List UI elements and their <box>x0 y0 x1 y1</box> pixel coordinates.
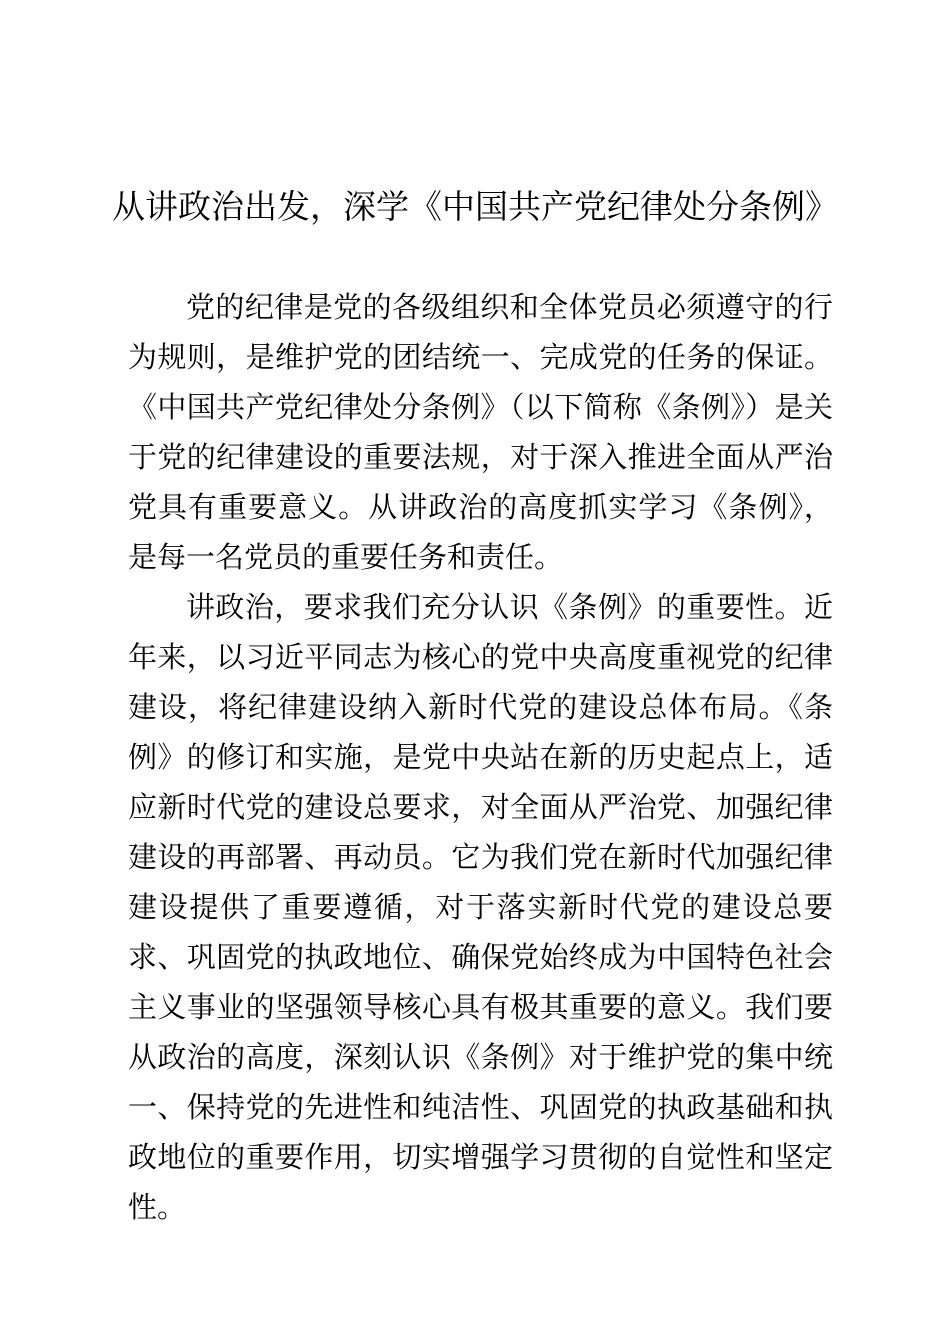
document-title: 从讲政治出发，深学《中国共产党纪律处分条例》 <box>112 187 838 226</box>
paragraph-2: 讲政治，要求我们充分认识《条例》的重要性。近年来，以习近平同志为核心的党中央高度重视党的纪律建设，将纪律建设纳入新时代党的建设总体布局。《条例》的修订和实施，是党中央站在新的历史起点上，适应新时代党的建设总要求，对全面从严治党、加强纪律建设的再部署、再动员。它为我们党在新时代加强纪律建设提供了重要遵循，对于落实新时代党的建设总要求、巩固党的执政地位、确保党始终成为中国特色社会主义事业的坚强领导核心具有极其重要的意义。我们要从政治的高度，深刻认识《条例》对于维护党的集中统一、保持党的先进性和纯洁性、巩固党的执政基础和执政地位的重要作用，切实增强学习贯彻的自觉性和坚定性。 <box>128 590 833 1224</box>
document-body <box>128 282 833 1232</box>
paragraph-1: 党的纪律是党的各级组织和全体党员必须遵守的行为规则，是维护党的团结统一、完成党的任务的保证。《中国共产党纪律处分条例》（以下简称《条例》）是关于党的纪律建设的重要法规，对于深入推进全面从严治党具有重要意义。从讲政治的高度抓实学习《条例》，是每一名党员的重要任务和责任。 <box>128 290 833 574</box>
